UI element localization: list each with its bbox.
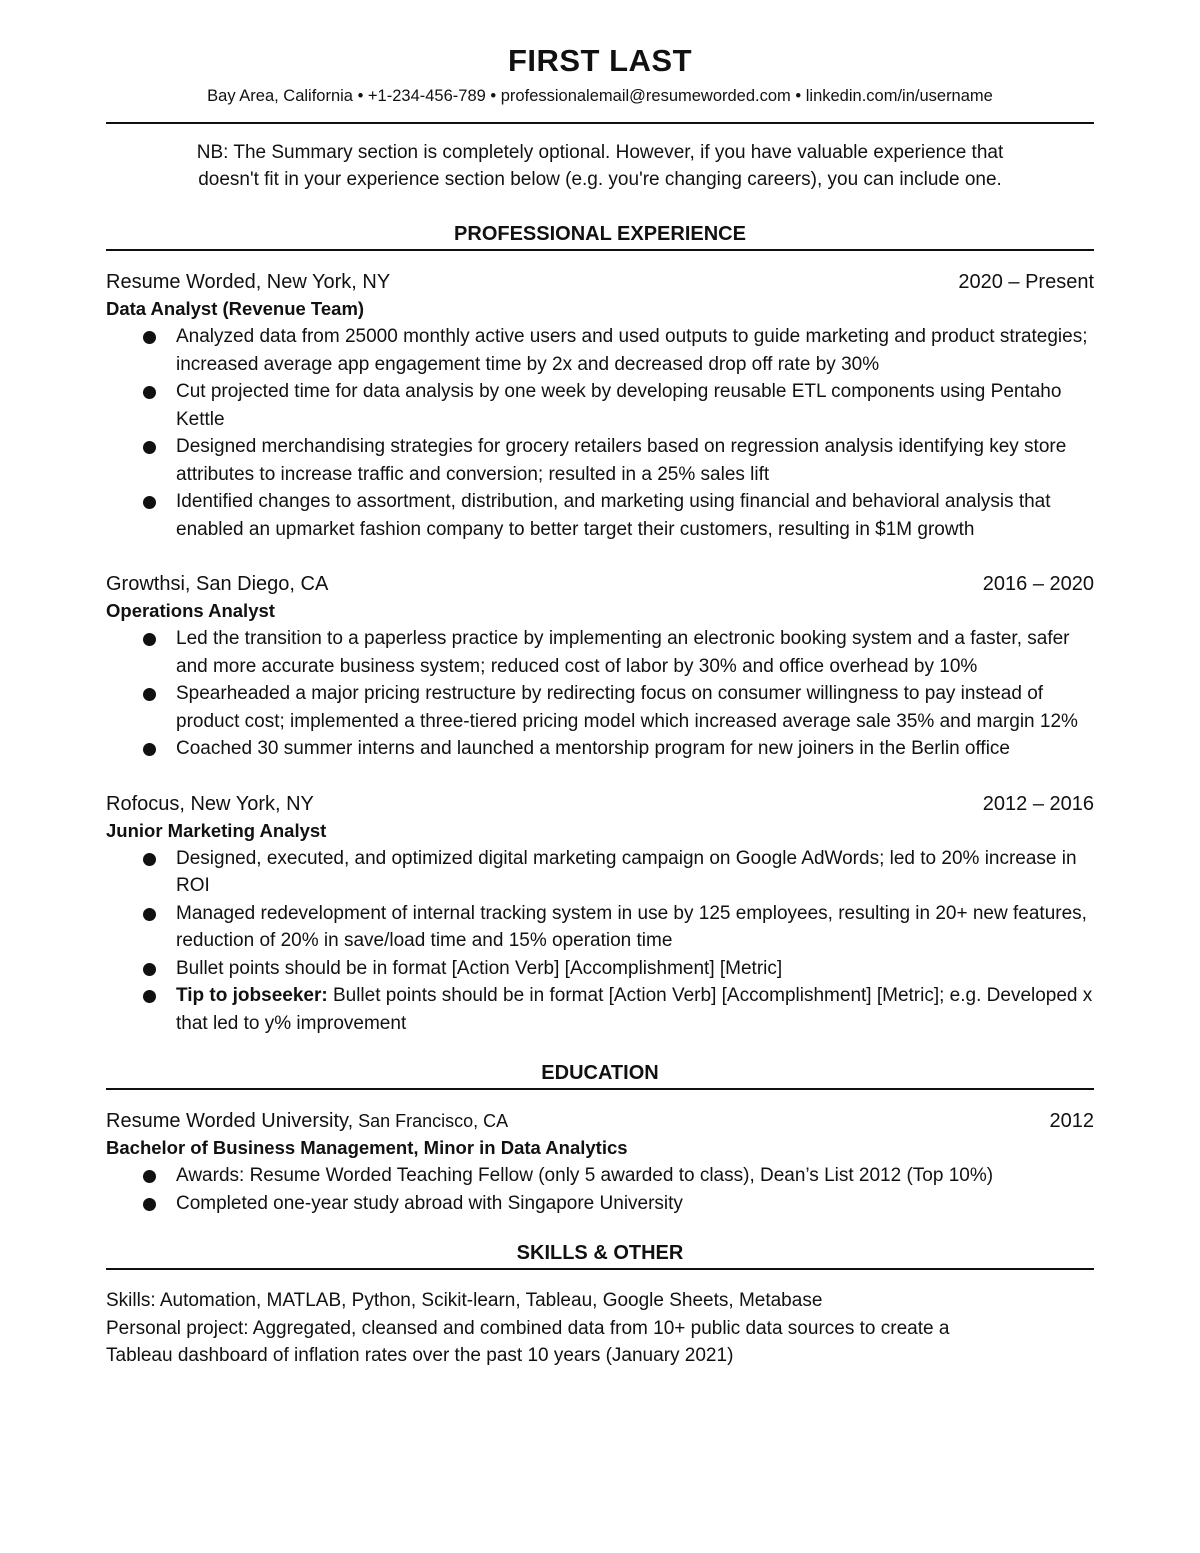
bullet-icon [143,853,156,866]
candidate-name: FIRST LAST [507,43,693,78]
job-role: Junior Marketing Analyst [106,819,327,841]
bullet-item: Bullet points should be in format [Action Verb] [Accomplishment] [Metric] [106,955,1094,983]
bullet-item: Designed, executed, and optimized digital marketing campaign on Google AdWords; led to 20% increase in ROI [106,845,1094,900]
bullet-item: Completed one-year study abroad with Singapore University [106,1190,1094,1218]
institution: Resume Worded University, San Francisco, CA [106,1110,509,1132]
job-role: Operations Analyst [106,600,275,621]
contact-line: Bay Area, California • +1-234-456-789 • professionalemail@resumeworded.com • linkedin.com/in/username [207,87,993,105]
section-title-experience: PROFESSIONAL EXPERIENCE [454,223,746,245]
job-header [106,570,1094,598]
section-divider [106,1088,1094,1090]
section-title-skills: SKILLS & OTHER [516,1242,684,1264]
company-name: Growthsi, San Diego, CA [106,573,329,595]
project-line: Tableau dashboard of inflation rates over the past 10 years (January 2021) [106,1345,734,1366]
bullet-item: Identified changes to assortment, distribution, and marketing using financial and behavioral analysis that enabled an upmarket fashion company to better target their customers, resulting in $1M growth [106,488,1094,543]
education-header [106,1107,1094,1135]
job-dates: 2020 – Present [958,271,1094,293]
degree: Bachelor of Business Management, Minor in Data Analytics [106,1137,628,1158]
bullet-list [106,323,1094,543]
tip-label: Tip to jobseeker: [176,985,328,1006]
bullet-icon [143,688,156,701]
bullet-icon [143,386,156,399]
project-line: Personal project: Aggregated, cleansed and combined data from 10+ public data sources to create a [106,1317,950,1339]
bullet-icon [143,743,156,756]
bullet-icon [143,441,156,454]
section-divider [106,1268,1094,1270]
job-entry [106,268,1094,543]
education-entry [106,1107,1094,1217]
section-divider [106,249,1094,251]
bullet-icon [143,990,156,1003]
summary-line: NB: The Summary section is completely optional. However, if you have valuable experience that [196,142,1004,163]
bullet-list [106,1162,1094,1217]
bullet-item: Cut projected time for data analysis by one week by developing reusable ETL components using Pentaho Kettle [106,378,1094,433]
summary-line: doesn't fit in your experience section below (e.g. you're changing careers), you can include one. [198,169,1002,190]
company-name: Rofocus, New York, NY [106,792,314,815]
bullet-list [106,845,1094,1038]
skills-line: Skills: Automation, MATLAB, Python, Scikit-learn, Tableau, Google Sheets, Metabase [106,1290,823,1311]
company-name: Resume Worded, New York, NY [106,271,391,293]
bullet-icon [143,908,156,921]
bullet-item: Designed merchandising strategies for grocery retailers based on regression analysis identifying key store attributes to increase traffic and conversion; resulted in a 25% sales lift [106,433,1094,488]
bullet-item: Awards: Resume Worded Teaching Fellow (only 5 awarded to class), Dean’s List 2012 (Top 10%) [106,1162,1094,1190]
bullet-item: Coached 30 summer interns and launched a mentorship program for new joiners in the Berlin office [106,735,1094,763]
section-title-education: EDUCATION [541,1062,659,1084]
bullet-item: Led the transition to a paperless practice by implementing an electronic booking system and a faster, safer and more accurate business system; reduced cost of labor by 30% and office overhead by 10% [106,625,1094,680]
bullet-item: Spearheaded a major pricing restructure by redirecting focus on consumer willingness to pay instead of product cost; implemented a three-tiered pricing model which increased average sale 35% and margin 12% [106,680,1094,735]
job-dates: 2012 – 2016 [982,792,1094,815]
graduation-year: 2012 [1049,1110,1094,1132]
bullet-item: Managed redevelopment of internal tracking system in use by 125 employees, resulting in 20+ new features, reduction of 20% in save/load time and 15% operation time [106,900,1094,955]
bullet-list [106,625,1094,763]
tip-text: Bullet points should be in format [Action Verb] [Accomplishment] [Metric]; e.g. Developed x that led to y% improvement [176,985,1093,1034]
job-header [106,790,1094,818]
bullet-icon [143,633,156,646]
skills-block [106,1287,1094,1370]
header-divider [106,122,1094,124]
bullet-item [106,982,1094,1037]
job-header [106,268,1094,296]
institution-location: San Francisco, CA [353,1111,509,1131]
bullet-icon [143,496,156,509]
bullet-icon [143,1170,156,1183]
bullet-item: Analyzed data from 25000 monthly active users and used outputs to guide marketing and product strategies; increased average app engagement time by 2x and decreased drop off rate by 30% [106,323,1094,378]
job-dates: 2016 – 2020 [982,573,1094,595]
job-entry [106,570,1094,763]
bullet-icon [143,1198,156,1211]
job-role: Data Analyst (Revenue Team) [106,298,365,319]
bullet-icon [143,963,156,976]
job-entry [106,790,1094,1038]
resume-page [106,40,1094,1370]
summary [106,139,1094,193]
bullet-icon [143,331,156,344]
